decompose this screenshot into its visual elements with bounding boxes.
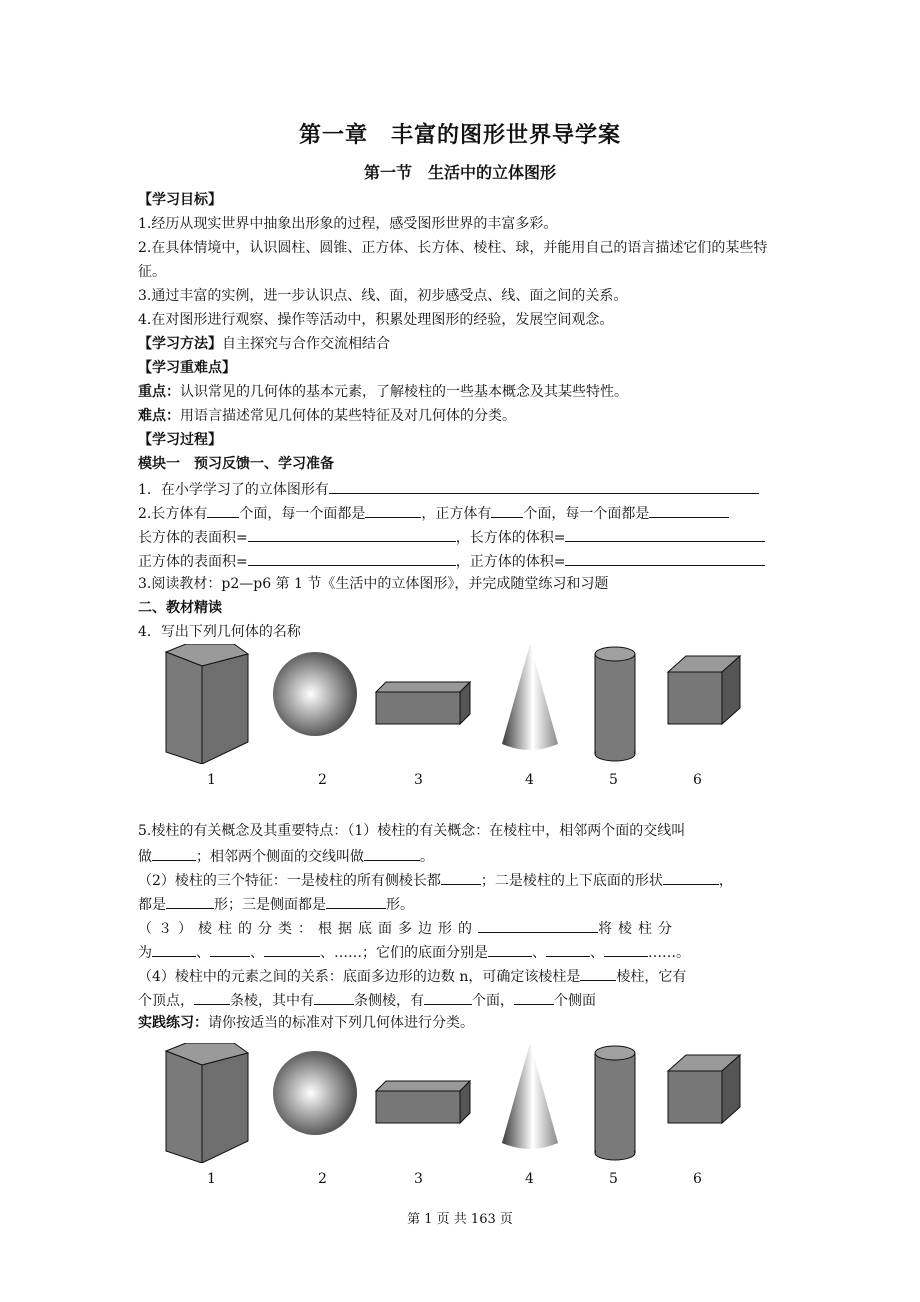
question-2 bbox=[138, 500, 786, 524]
section-2-heading: 二、教材精读 bbox=[138, 600, 222, 616]
prism-text: 都是 bbox=[138, 897, 166, 913]
document-body bbox=[138, 188, 786, 1218]
key-heading: 【学习重难点】 bbox=[138, 360, 236, 376]
method-line bbox=[138, 332, 786, 356]
prism-text: 条侧棱，有 bbox=[354, 993, 424, 1009]
section-subtitle: 第一节 生活中的立体图形 bbox=[363, 163, 556, 182]
goal-item: 3.通过丰富的实例，进一步认识点、线、面，初步感受点、线、面之间的关系。 bbox=[138, 288, 628, 304]
goals-heading: 【学习目标】 bbox=[138, 192, 222, 208]
focus-text: 认识常见的几何体的基本元素，了解棱柱的一些基本概念及其某些特性。 bbox=[180, 384, 628, 400]
answer-blank[interactable] bbox=[152, 843, 196, 861]
prism-line-3 bbox=[138, 867, 786, 891]
answer-blank[interactable] bbox=[580, 963, 616, 981]
page-title: 第一章 丰富的图形世界导学案 bbox=[298, 123, 621, 148]
question-2-area bbox=[138, 524, 786, 548]
answer-blank[interactable] bbox=[478, 915, 598, 933]
shape-label: 1 bbox=[207, 772, 216, 788]
goal-item: 4.在对图形进行观察、操作等活动中，积累处理图形的经验，发展空间观念。 bbox=[138, 312, 614, 328]
pentagonal-prism-shape bbox=[166, 644, 248, 764]
shape-label: 4 bbox=[525, 1171, 534, 1187]
focus-line bbox=[138, 380, 786, 404]
shape-label: 4 bbox=[525, 772, 534, 788]
shapes-row-2 bbox=[138, 1043, 786, 1218]
prism-text: ；相邻两个侧面的交线叫做 bbox=[196, 849, 364, 865]
q2-text: 长方体的表面积= bbox=[138, 530, 248, 546]
answer-blank[interactable] bbox=[565, 548, 765, 566]
module1-heading: 模块一 预习反馈一、学习准备 bbox=[138, 456, 334, 472]
prism-text: 为 bbox=[138, 945, 152, 961]
shape-label: 6 bbox=[693, 772, 702, 788]
prism-text: （2）棱柱的三个特征：一是棱柱的所有侧棱长都 bbox=[138, 873, 441, 889]
prism-text: 做 bbox=[138, 849, 152, 865]
answer-blank[interactable] bbox=[314, 987, 354, 1005]
prism-line-6 bbox=[138, 939, 786, 963]
prism-text: （３）棱柱的分类：根据底面多边形的 bbox=[138, 921, 478, 937]
answer-blank[interactable] bbox=[424, 987, 472, 1005]
answer-blank[interactable] bbox=[488, 939, 532, 957]
sphere-shape bbox=[273, 652, 357, 736]
answer-blank[interactable] bbox=[326, 891, 386, 909]
cylinder-shape bbox=[595, 647, 635, 761]
prism-line-8 bbox=[138, 987, 786, 1011]
prism-text: 将棱柱分 bbox=[598, 921, 678, 937]
page-footer: 第 1 页 共 163 页 bbox=[407, 1212, 513, 1227]
q2-text: 个面，每一个面都是 bbox=[239, 506, 366, 522]
practice-line bbox=[138, 1011, 786, 1035]
question-2-cube bbox=[138, 548, 786, 572]
process-heading: 【学习过程】 bbox=[138, 432, 222, 448]
q2-text: 个面，每一个面都是 bbox=[523, 506, 650, 522]
prism-text: ， bbox=[718, 873, 733, 889]
answer-blank[interactable] bbox=[329, 476, 759, 494]
answer-blank[interactable] bbox=[604, 939, 648, 957]
shape-label: 3 bbox=[414, 1171, 423, 1187]
prism-text: 、 bbox=[532, 945, 546, 961]
shape-label: 2 bbox=[318, 1171, 327, 1187]
q2-text: 2.长方体有 bbox=[138, 506, 208, 522]
answer-blank[interactable] bbox=[365, 500, 421, 518]
cylinder-shape bbox=[595, 1046, 635, 1160]
sphere-shape bbox=[273, 1051, 357, 1135]
q2-text: 正方体的表面积= bbox=[138, 554, 248, 570]
prism-line-2 bbox=[138, 843, 786, 867]
focus-label: 重点： bbox=[138, 384, 180, 400]
shape-label: 3 bbox=[414, 772, 423, 788]
answer-blank[interactable] bbox=[491, 500, 523, 518]
prism-line-7 bbox=[138, 963, 786, 987]
prism-text: 、 bbox=[250, 945, 264, 961]
question-1-text: 1．在小学学习了的立体图形有 bbox=[138, 482, 329, 498]
prism-text: 、 bbox=[196, 945, 210, 961]
cube-shape bbox=[668, 656, 740, 724]
shape-label: 5 bbox=[609, 1171, 618, 1187]
prism-text: 个顶点， bbox=[138, 993, 194, 1009]
goal-item: 2.在具体情境中，认识圆柱、圆锥、正方体、长方体、棱柱、球，并能用自己的语言描述它们的某些特征。 bbox=[138, 240, 768, 280]
cuboid-shape bbox=[376, 682, 470, 724]
prism-text: 、……；它们的底面分别是 bbox=[320, 945, 488, 961]
shape-label: 2 bbox=[318, 772, 327, 788]
q2-text: ，长方体的体积= bbox=[455, 530, 566, 546]
answer-blank[interactable] bbox=[364, 843, 420, 861]
question-3: 3.阅读教材：p2—p6 第 1 节《生活中的立体图形》，并完成随堂练习和习题 bbox=[138, 576, 609, 592]
answer-blank[interactable] bbox=[649, 500, 729, 518]
answer-blank[interactable] bbox=[248, 524, 456, 542]
answer-blank[interactable] bbox=[152, 939, 196, 957]
prism-text: 个面， bbox=[472, 993, 514, 1009]
q2-text: ，正方体有 bbox=[421, 506, 492, 522]
practice-label: 实践练习： bbox=[138, 1015, 208, 1031]
prism-text: 形。 bbox=[386, 897, 414, 913]
answer-blank[interactable] bbox=[194, 987, 230, 1005]
method-heading: 【学习方法】 bbox=[138, 336, 222, 352]
prism-text: 棱柱，它有 bbox=[616, 969, 687, 985]
cube-shape bbox=[668, 1055, 740, 1123]
difficulty-line bbox=[138, 404, 786, 428]
answer-blank[interactable] bbox=[565, 524, 765, 542]
answer-blank[interactable] bbox=[210, 939, 250, 957]
prism-text: 个侧面 bbox=[554, 993, 596, 1009]
shapes-illustration bbox=[138, 1043, 786, 1163]
cuboid-shape bbox=[376, 1081, 470, 1123]
difficulty-label: 难点： bbox=[138, 408, 180, 424]
answer-blank[interactable] bbox=[166, 891, 214, 909]
answer-blank[interactable] bbox=[264, 939, 320, 957]
prism-text: 。 bbox=[420, 849, 434, 865]
prism-line-5 bbox=[138, 915, 786, 939]
prism-text: ……。 bbox=[648, 945, 690, 961]
question-4: 4．写出下列几何体的名称 bbox=[138, 624, 301, 640]
answer-blank[interactable] bbox=[546, 939, 590, 957]
prism-text: 条棱，其中有 bbox=[230, 993, 314, 1009]
answer-blank[interactable] bbox=[207, 500, 239, 518]
cone-shape bbox=[502, 644, 558, 750]
prism-line-1: 5.棱柱的有关概念及其重要特点：（1）棱柱的有关概念：在棱柱中，相邻两个面的交线叫 bbox=[138, 823, 686, 839]
answer-blank[interactable] bbox=[663, 867, 719, 885]
question-1 bbox=[138, 476, 786, 500]
practice-text: 请你按适当的标准对下列几何体进行分类。 bbox=[208, 1015, 474, 1031]
shapes-illustration bbox=[138, 644, 786, 764]
cone-shape bbox=[502, 1043, 558, 1149]
shape-label: 1 bbox=[207, 1171, 216, 1187]
pentagonal-prism-shape bbox=[166, 1043, 248, 1163]
goal-item: 1.经历从现实世界中抽象出形象的过程，感受图形世界的丰富多彩。 bbox=[138, 216, 558, 232]
prism-text: 、 bbox=[590, 945, 604, 961]
shape-label: 6 bbox=[693, 1171, 702, 1187]
prism-text: （4）棱柱中的元素之间的关系：底面多边形的边数 n，可确定该棱柱是 bbox=[138, 969, 581, 985]
answer-blank[interactable] bbox=[441, 867, 481, 885]
prism-text: 形；三是侧面都是 bbox=[214, 897, 326, 913]
shapes-row-1 bbox=[138, 644, 786, 819]
prism-text: ；二是棱柱的上下底面的形状 bbox=[480, 873, 663, 889]
method-text: 自主探究与合作交流相结合 bbox=[222, 336, 390, 352]
difficulty-text: 用语言描述常见几何体的某些特征及对几何体的分类。 bbox=[180, 408, 516, 424]
q2-text: ，正方体的体积= bbox=[455, 554, 566, 570]
prism-line-4 bbox=[138, 891, 786, 915]
answer-blank[interactable] bbox=[514, 987, 554, 1005]
answer-blank[interactable] bbox=[248, 548, 456, 566]
shape-label: 5 bbox=[609, 772, 618, 788]
